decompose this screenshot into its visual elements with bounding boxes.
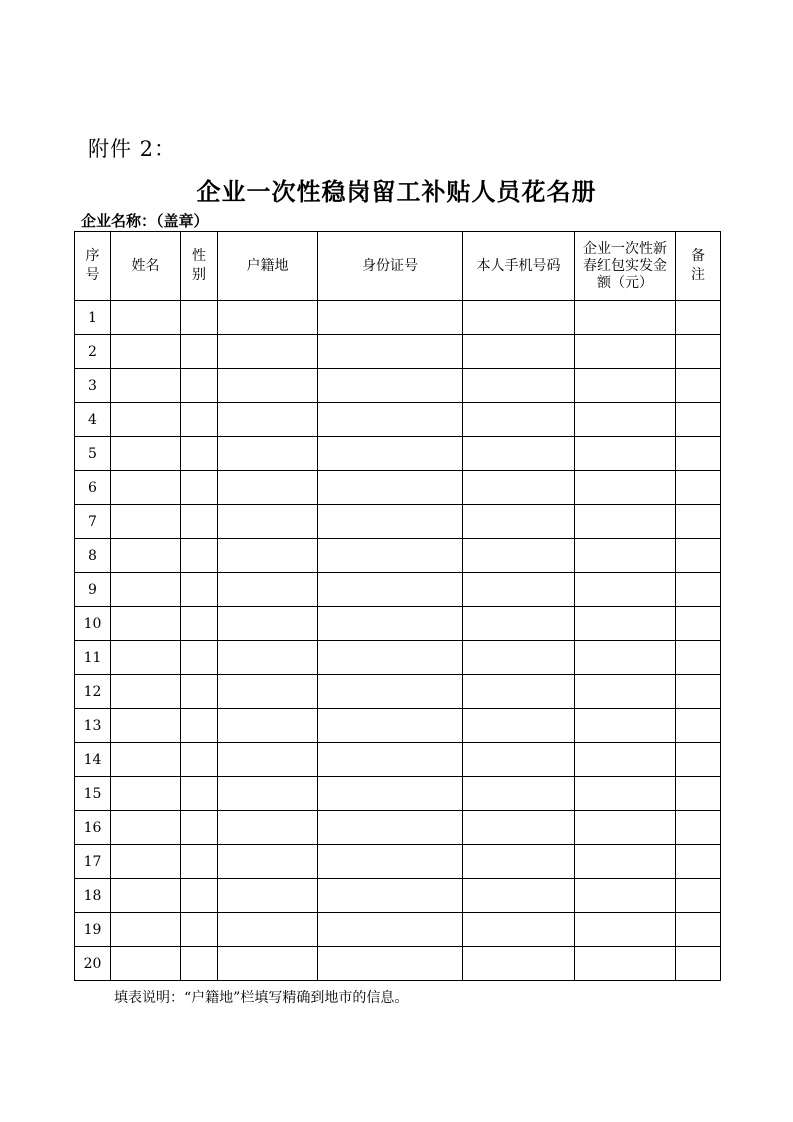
table-row <box>75 539 721 573</box>
cell-household[interactable] <box>218 573 318 607</box>
cell-gender[interactable] <box>181 845 218 879</box>
cell-name[interactable] <box>111 573 181 607</box>
cell-id-number[interactable] <box>318 437 463 471</box>
table-row <box>75 811 721 845</box>
cell-household[interactable] <box>218 675 318 709</box>
cell-amount[interactable] <box>575 369 676 403</box>
cell-phone[interactable] <box>463 641 575 675</box>
table-row <box>75 505 721 539</box>
header-phone: 本人手机号码 <box>463 232 575 301</box>
cell-remark[interactable] <box>676 369 721 403</box>
cell-id-number[interactable] <box>318 403 463 437</box>
cell-name[interactable] <box>111 811 181 845</box>
table-row <box>75 675 721 709</box>
cell-gender[interactable] <box>181 505 218 539</box>
cell-id-number[interactable] <box>318 743 463 777</box>
cell-gender[interactable] <box>181 539 218 573</box>
cell-gender[interactable] <box>181 369 218 403</box>
cell-amount[interactable] <box>575 607 676 641</box>
cell-gender[interactable] <box>181 743 218 777</box>
cell-phone[interactable] <box>463 675 575 709</box>
cell-household[interactable] <box>218 811 318 845</box>
cell-seq: 14 <box>75 743 111 777</box>
table-row <box>75 845 721 879</box>
cell-seq: 18 <box>75 879 111 913</box>
cell-seq: 5 <box>75 437 111 471</box>
cell-phone[interactable] <box>463 301 575 335</box>
table-header-row <box>75 232 721 301</box>
cell-household[interactable] <box>218 709 318 743</box>
cell-name[interactable] <box>111 505 181 539</box>
cell-phone[interactable] <box>463 913 575 947</box>
cell-remark[interactable] <box>676 811 721 845</box>
cell-id-number[interactable] <box>318 335 463 369</box>
header-remark: 备注 <box>676 232 721 301</box>
cell-remark[interactable] <box>676 709 721 743</box>
cell-id-number[interactable] <box>318 369 463 403</box>
cell-name[interactable] <box>111 437 181 471</box>
table-row <box>75 369 721 403</box>
cell-seq: 9 <box>75 573 111 607</box>
table-row <box>75 573 721 607</box>
cell-name[interactable] <box>111 913 181 947</box>
table-row <box>75 947 721 981</box>
cell-name[interactable] <box>111 369 181 403</box>
cell-gender[interactable] <box>181 437 218 471</box>
cell-gender[interactable] <box>181 471 218 505</box>
header-id-number: 身份证号 <box>318 232 463 301</box>
cell-phone[interactable] <box>463 437 575 471</box>
cell-name[interactable] <box>111 743 181 777</box>
cell-name[interactable] <box>111 301 181 335</box>
cell-household[interactable] <box>218 505 318 539</box>
cell-seq: 16 <box>75 811 111 845</box>
cell-household[interactable] <box>218 437 318 471</box>
table-row <box>75 879 721 913</box>
cell-phone[interactable] <box>463 777 575 811</box>
table-row <box>75 709 721 743</box>
cell-name[interactable] <box>111 403 181 437</box>
cell-name[interactable] <box>111 947 181 981</box>
cell-gender[interactable] <box>181 573 218 607</box>
cell-remark[interactable] <box>676 913 721 947</box>
header-seq: 序号 <box>75 232 111 301</box>
cell-id-number[interactable] <box>318 539 463 573</box>
cell-amount[interactable] <box>575 641 676 675</box>
cell-remark[interactable] <box>676 539 721 573</box>
cell-amount[interactable] <box>575 675 676 709</box>
cell-seq: 2 <box>75 335 111 369</box>
cell-seq: 7 <box>75 505 111 539</box>
cell-id-number[interactable] <box>318 879 463 913</box>
cell-id-number[interactable] <box>318 641 463 675</box>
cell-remark[interactable] <box>676 505 721 539</box>
cell-household[interactable] <box>218 743 318 777</box>
cell-seq: 12 <box>75 675 111 709</box>
cell-seq: 10 <box>75 607 111 641</box>
cell-phone[interactable] <box>463 709 575 743</box>
cell-remark[interactable] <box>676 743 721 777</box>
table-row <box>75 607 721 641</box>
cell-seq: 20 <box>75 947 111 981</box>
cell-gender[interactable] <box>181 403 218 437</box>
cell-amount[interactable] <box>575 845 676 879</box>
cell-amount[interactable] <box>575 573 676 607</box>
table-row <box>75 913 721 947</box>
cell-name[interactable] <box>111 777 181 811</box>
cell-remark[interactable] <box>676 437 721 471</box>
cell-gender[interactable] <box>181 675 218 709</box>
cell-household[interactable] <box>218 845 318 879</box>
cell-household[interactable] <box>218 539 318 573</box>
cell-remark[interactable] <box>676 607 721 641</box>
header-name: 姓名 <box>111 232 181 301</box>
cell-id-number[interactable] <box>318 709 463 743</box>
cell-id-number[interactable] <box>318 301 463 335</box>
cell-phone[interactable] <box>463 947 575 981</box>
cell-phone[interactable] <box>463 539 575 573</box>
table-row <box>75 641 721 675</box>
cell-seq: 13 <box>75 709 111 743</box>
cell-id-number[interactable] <box>318 777 463 811</box>
table-row <box>75 777 721 811</box>
cell-household[interactable] <box>218 879 318 913</box>
cell-household[interactable] <box>218 607 318 641</box>
header-gender: 性别 <box>181 232 218 301</box>
cell-gender[interactable] <box>181 777 218 811</box>
cell-name[interactable] <box>111 471 181 505</box>
cell-amount[interactable] <box>575 777 676 811</box>
cell-phone[interactable] <box>463 879 575 913</box>
cell-seq: 8 <box>75 539 111 573</box>
cell-amount[interactable] <box>575 505 676 539</box>
cell-remark[interactable] <box>676 573 721 607</box>
cell-id-number[interactable] <box>318 947 463 981</box>
cell-phone[interactable] <box>463 505 575 539</box>
cell-phone[interactable] <box>463 607 575 641</box>
cell-seq: 4 <box>75 403 111 437</box>
cell-household[interactable] <box>218 777 318 811</box>
cell-gender[interactable] <box>181 913 218 947</box>
page-title: 企业一次性稳岗留工补贴人员花名册 <box>196 178 597 206</box>
cell-household[interactable] <box>218 641 318 675</box>
cell-amount[interactable] <box>575 539 676 573</box>
cell-phone[interactable] <box>463 471 575 505</box>
cell-remark[interactable] <box>676 879 721 913</box>
table-row <box>75 403 721 437</box>
cell-id-number[interactable] <box>318 505 463 539</box>
cell-amount[interactable] <box>575 811 676 845</box>
cell-amount[interactable] <box>575 709 676 743</box>
table-row <box>75 743 721 777</box>
table-row <box>75 335 721 369</box>
cell-gender[interactable] <box>181 879 218 913</box>
table-row <box>75 471 721 505</box>
cell-household[interactable] <box>218 335 318 369</box>
cell-household[interactable] <box>218 403 318 437</box>
cell-name[interactable] <box>111 335 181 369</box>
cell-id-number[interactable] <box>318 471 463 505</box>
cell-amount[interactable] <box>575 301 676 335</box>
cell-remark[interactable] <box>676 947 721 981</box>
cell-amount[interactable] <box>575 879 676 913</box>
table-row <box>75 437 721 471</box>
cell-gender[interactable] <box>181 301 218 335</box>
cell-name[interactable] <box>111 641 181 675</box>
cell-amount[interactable] <box>575 947 676 981</box>
cell-id-number[interactable] <box>318 675 463 709</box>
cell-seq: 6 <box>75 471 111 505</box>
cell-id-number[interactable] <box>318 573 463 607</box>
cell-gender[interactable] <box>181 709 218 743</box>
cell-household[interactable] <box>218 471 318 505</box>
table-row <box>75 301 721 335</box>
cell-gender[interactable] <box>181 811 218 845</box>
attachment-label: 附件 2： <box>88 137 177 161</box>
cell-amount[interactable] <box>575 913 676 947</box>
cell-remark[interactable] <box>676 675 721 709</box>
cell-seq: 15 <box>75 777 111 811</box>
cell-seq: 19 <box>75 913 111 947</box>
cell-phone[interactable] <box>463 335 575 369</box>
cell-name[interactable] <box>111 607 181 641</box>
cell-household[interactable] <box>218 947 318 981</box>
cell-id-number[interactable] <box>318 607 463 641</box>
cell-name[interactable] <box>111 845 181 879</box>
cell-name[interactable] <box>111 675 181 709</box>
cell-remark[interactable] <box>676 403 721 437</box>
cell-phone[interactable] <box>463 403 575 437</box>
roster-body <box>75 301 721 981</box>
roster-table <box>74 231 721 981</box>
cell-remark[interactable] <box>676 845 721 879</box>
cell-gender[interactable] <box>181 607 218 641</box>
header-household: 户籍地 <box>218 232 318 301</box>
cell-household[interactable] <box>218 301 318 335</box>
cell-gender[interactable] <box>181 947 218 981</box>
cell-name[interactable] <box>111 539 181 573</box>
cell-id-number[interactable] <box>318 913 463 947</box>
cell-name[interactable] <box>111 879 181 913</box>
cell-seq: 11 <box>75 641 111 675</box>
cell-phone[interactable] <box>463 369 575 403</box>
cell-remark[interactable] <box>676 641 721 675</box>
cell-phone[interactable] <box>463 573 575 607</box>
cell-household[interactable] <box>218 913 318 947</box>
cell-amount[interactable] <box>575 471 676 505</box>
cell-seq: 3 <box>75 369 111 403</box>
cell-phone[interactable] <box>463 743 575 777</box>
company-name-label: 企业名称：（盖章） <box>81 212 209 230</box>
cell-gender[interactable] <box>181 335 218 369</box>
cell-id-number[interactable] <box>318 811 463 845</box>
cell-seq: 17 <box>75 845 111 879</box>
cell-remark[interactable] <box>676 301 721 335</box>
cell-remark[interactable] <box>676 471 721 505</box>
cell-amount[interactable] <box>575 437 676 471</box>
cell-phone[interactable] <box>463 845 575 879</box>
cell-remark[interactable] <box>676 777 721 811</box>
cell-amount[interactable] <box>575 335 676 369</box>
cell-household[interactable] <box>218 369 318 403</box>
cell-amount[interactable] <box>575 403 676 437</box>
cell-remark[interactable] <box>676 335 721 369</box>
cell-seq: 1 <box>75 301 111 335</box>
cell-phone[interactable] <box>463 811 575 845</box>
cell-id-number[interactable] <box>318 845 463 879</box>
cell-amount[interactable] <box>575 743 676 777</box>
header-amount: 企业一次性新春红包实发金额（元） <box>575 232 676 301</box>
cell-gender[interactable] <box>181 641 218 675</box>
footnote: 填表说明：“户籍地”栏填写精确到地市的信息。 <box>114 990 409 1006</box>
cell-name[interactable] <box>111 709 181 743</box>
